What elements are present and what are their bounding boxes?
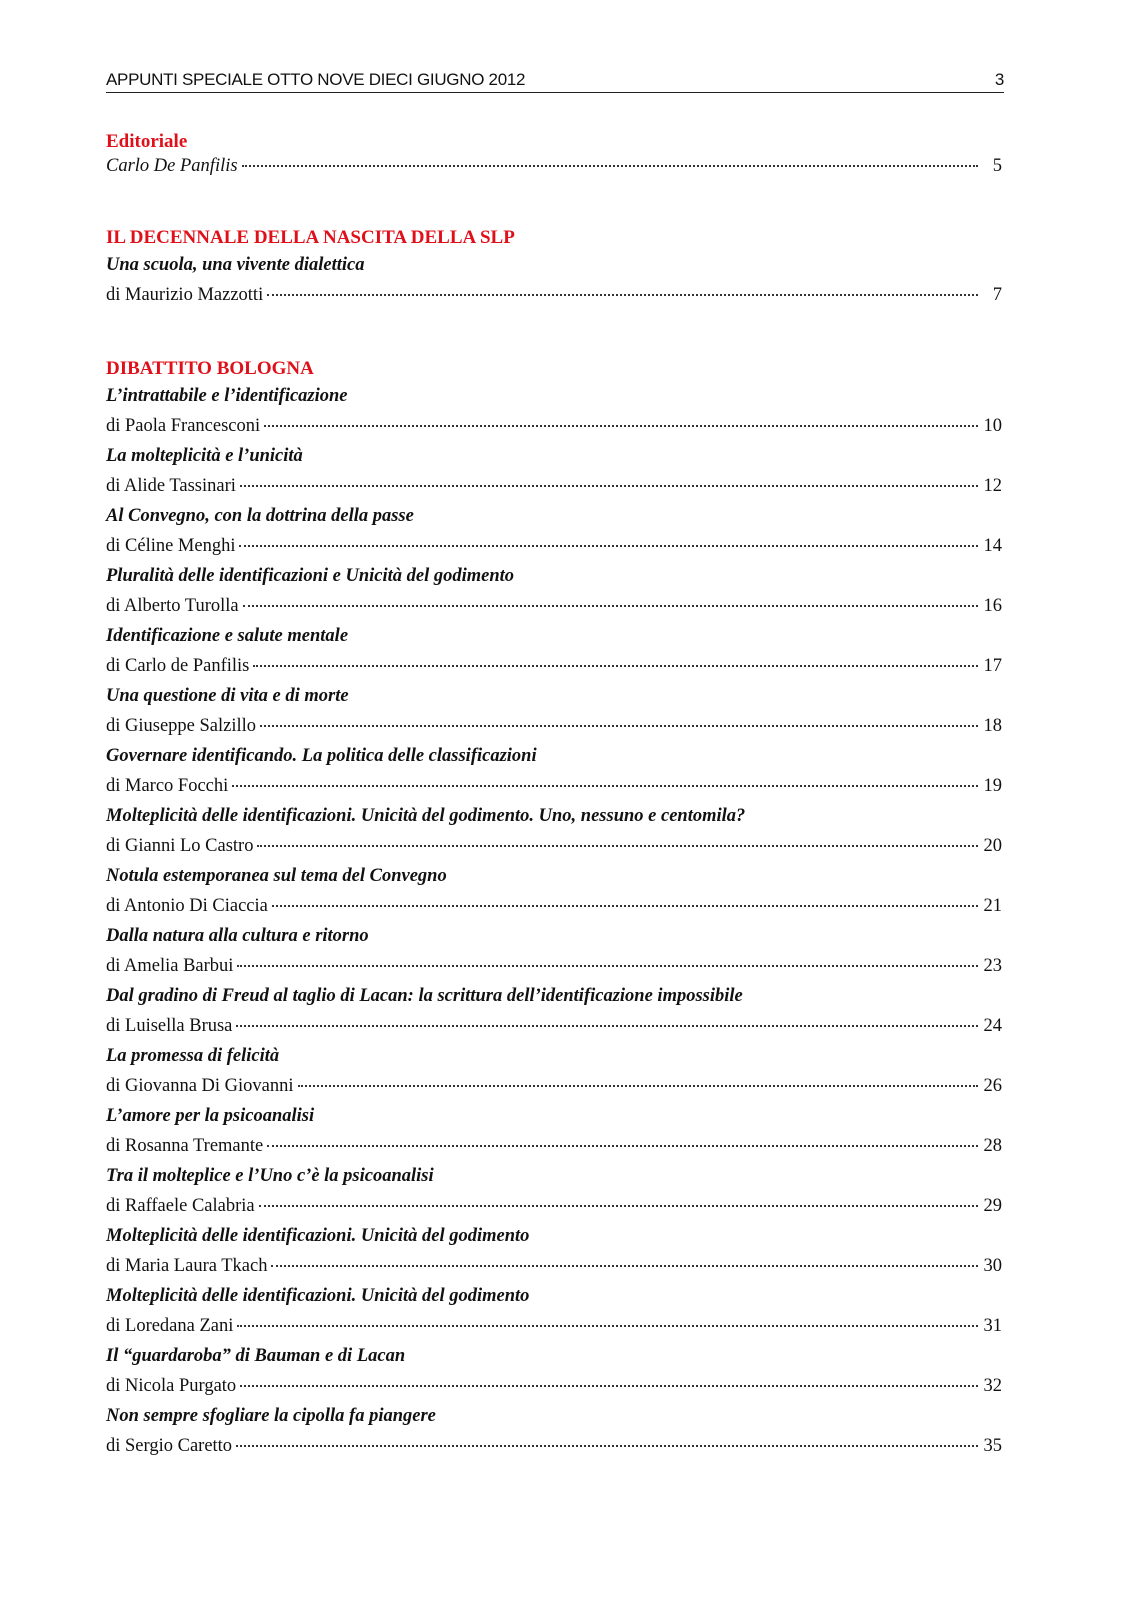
dot-leader	[236, 1445, 978, 1447]
entry-author: di Alide Tassinari	[106, 476, 236, 496]
toc-section	[106, 357, 1002, 1461]
entry-author: di Giuseppe Salzillo	[106, 716, 257, 736]
table-of-contents	[106, 130, 1002, 1508]
entry-page: 32	[983, 1376, 1002, 1396]
entry-title[interactable]: L’intrattabile e l’identificazione	[106, 386, 348, 406]
entry-author: di Marco Focchi	[106, 776, 229, 796]
entry-author: di Nicola Purgato	[106, 1376, 237, 1396]
entry-page: 35	[983, 1436, 1002, 1456]
toc-entry[interactable]	[106, 651, 1002, 681]
section-heading: Editoriale	[106, 131, 188, 152]
entry-title[interactable]: Molteplicità delle identificazioni. Unicità del godimento	[106, 1226, 530, 1246]
dot-leader	[260, 725, 978, 727]
toc-entry[interactable]	[106, 1251, 1002, 1281]
page-number: 3	[994, 70, 1004, 89]
entry-page: 14	[983, 536, 1002, 556]
entry-author: di Amelia Barbui	[106, 956, 234, 976]
entry-author: di Carlo de Panfilis	[106, 656, 250, 676]
entry-title[interactable]: L’amore per la psicoanalisi	[106, 1106, 315, 1126]
toc-entry[interactable]	[106, 1371, 1002, 1401]
toc-entry[interactable]	[106, 1431, 1002, 1461]
toc-entry[interactable]	[106, 471, 1002, 501]
dot-leader	[242, 165, 978, 167]
entry-page: 20	[983, 836, 1002, 856]
dot-leader	[267, 1145, 978, 1147]
entry-page: 19	[983, 776, 1002, 796]
entry-page: 18	[983, 716, 1002, 736]
entry-title[interactable]: Una scuola, una vivente dialettica	[106, 255, 365, 275]
dot-leader	[236, 1025, 978, 1027]
entry-author: di Paola Francesconi	[106, 416, 261, 436]
dot-leader	[257, 845, 978, 847]
dot-leader	[264, 425, 978, 427]
entry-page: 16	[983, 596, 1002, 616]
entry-title[interactable]: Dal gradino di Freud al taglio di Lacan: la scrittura dell’identificazione impossibile	[106, 986, 743, 1006]
dot-leader	[243, 605, 978, 607]
entry-author: di Luisella Brusa	[106, 1016, 233, 1036]
dot-leader	[271, 1265, 978, 1267]
entry-title[interactable]: Pluralità delle identificazioni e Unicità del godimento	[106, 566, 515, 586]
dot-leader	[232, 785, 978, 787]
entry-title[interactable]: La promessa di felicità	[106, 1046, 280, 1066]
entry-title[interactable]: Dalla natura alla cultura e ritorno	[106, 926, 369, 946]
toc-entry[interactable]	[106, 411, 1002, 441]
entry-author: di Antonio Di Ciaccia	[106, 896, 268, 916]
entry-author: Carlo De Panfilis	[106, 156, 238, 176]
header-title: APPUNTI SPECIALE OTTO NOVE DIECI GIUGNO 2012	[106, 70, 526, 89]
dot-leader	[240, 1385, 978, 1387]
toc-entry[interactable]	[106, 1131, 1002, 1161]
toc-entry[interactable]	[106, 951, 1002, 981]
entry-author: di Rosanna Tremante	[106, 1136, 264, 1156]
entry-page: 30	[983, 1256, 1002, 1276]
toc-entry[interactable]	[106, 591, 1002, 621]
toc-entry[interactable]	[106, 831, 1002, 861]
entry-page: 24	[983, 1016, 1002, 1036]
toc-entry[interactable]	[106, 711, 1002, 741]
entry-title[interactable]: Il “guardaroba” di Bauman e di Lacan	[106, 1346, 406, 1366]
section-heading: IL DECENNALE DELLA NASCITA DELLA SLP	[106, 227, 515, 248]
entry-title[interactable]: Al Convegno, con la dottrina della passe	[106, 506, 414, 526]
toc-entry[interactable]	[106, 280, 1002, 310]
toc-entry[interactable]	[106, 891, 1002, 921]
entry-title[interactable]: Molteplicità delle identificazioni. Unicità del godimento	[106, 1286, 530, 1306]
entry-page: 5	[992, 156, 1002, 176]
entry-author: di Loredana Zani	[106, 1316, 234, 1336]
entry-author: di Céline Menghi	[106, 536, 236, 556]
entry-page: 31	[983, 1316, 1002, 1336]
entry-author: di Alberto Turolla	[106, 596, 239, 616]
entry-author: di Giovanna Di Giovanni	[106, 1076, 294, 1096]
dot-leader	[237, 1325, 978, 1327]
entry-title[interactable]: Una questione di vita e di morte	[106, 686, 349, 706]
toc-entry[interactable]	[106, 771, 1002, 801]
entry-title[interactable]: Governare identificando. La politica delle classificazioni	[106, 746, 537, 766]
toc-entry[interactable]	[106, 1191, 1002, 1221]
toc-section	[106, 226, 1002, 310]
running-header	[106, 66, 1004, 93]
entry-title[interactable]: La molteplicità e l’unicità	[106, 446, 303, 466]
entry-title[interactable]: Notula estemporanea sul tema del Convegno	[106, 866, 447, 886]
dot-leader	[239, 545, 978, 547]
entry-author: di Maria Laura Tkach	[106, 1256, 268, 1276]
entry-title[interactable]: Identificazione e salute mentale	[106, 626, 349, 646]
entry-page: 29	[983, 1196, 1002, 1216]
entry-page: 10	[983, 416, 1002, 436]
entry-page: 28	[983, 1136, 1002, 1156]
dot-leader	[267, 294, 978, 296]
dot-leader	[237, 965, 978, 967]
toc-entry[interactable]	[106, 1071, 1002, 1101]
entry-author: di Sergio Caretto	[106, 1436, 233, 1456]
entry-page: 21	[983, 896, 1002, 916]
entry-page: 26	[983, 1076, 1002, 1096]
toc-entry[interactable]	[106, 1311, 1002, 1341]
entry-page: 7	[992, 285, 1002, 305]
toc-entry[interactable]	[106, 1011, 1002, 1041]
dot-leader	[253, 665, 978, 667]
entry-author: di Gianni Lo Castro	[106, 836, 254, 856]
dot-leader	[298, 1085, 978, 1087]
entry-author: di Raffaele Calabria	[106, 1196, 255, 1216]
toc-entry[interactable]	[106, 531, 1002, 561]
entry-page: 23	[983, 956, 1002, 976]
entry-title[interactable]: Non sempre sfogliare la cipolla fa piangere	[106, 1406, 436, 1426]
dot-leader	[272, 905, 978, 907]
toc-entry[interactable]	[106, 154, 1002, 179]
entry-page: 17	[983, 656, 1002, 676]
entry-title[interactable]: Tra il molteplice e l’Uno c’è la psicoanalisi	[106, 1166, 434, 1186]
section-heading: DIBATTITO BOLOGNA	[106, 358, 314, 379]
entry-title[interactable]: Molteplicità delle identificazioni. Unicità del godimento. Uno, nessuno e centomila?	[106, 806, 746, 826]
dot-leader	[240, 485, 978, 487]
toc-section	[106, 130, 1002, 179]
entry-page: 12	[983, 476, 1002, 496]
entry-author: di Maurizio Mazzotti	[106, 285, 264, 305]
dot-leader	[259, 1205, 978, 1207]
